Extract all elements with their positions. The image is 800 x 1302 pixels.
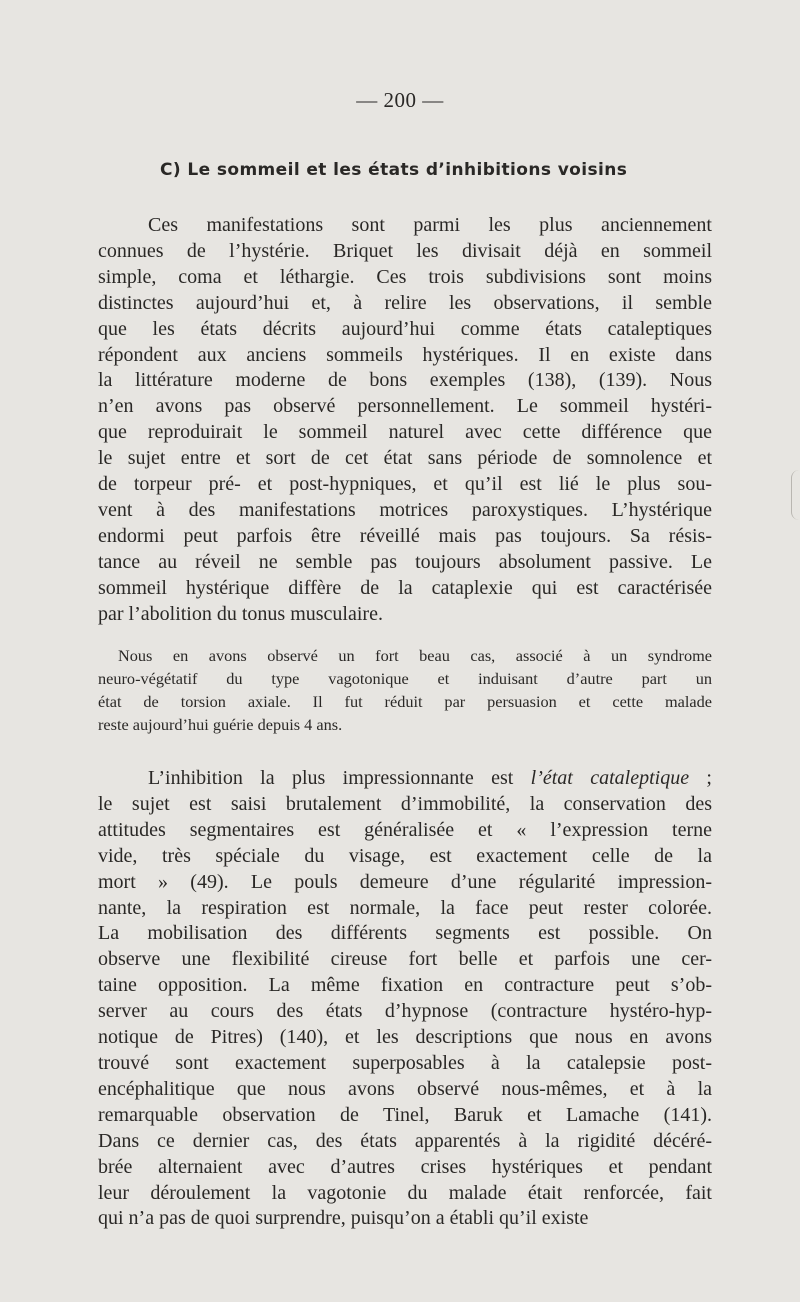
text-line: brée alternaient avec d’autres crises hystériques et pendant (98, 1155, 712, 1178)
text-line: par l’abolition du tonus musculaire. (98, 602, 383, 625)
text-line: de torpeur pré- et post-hypniques, et qu’il est lié le plus sou- (98, 473, 712, 496)
text-line: Nous en avons observé un fort beau cas, associé à un syndrome (118, 646, 712, 665)
page-edge-mark (791, 470, 800, 520)
text-line: reste aujourd’hui guérie depuis 4 ans. (98, 715, 343, 734)
text-line: connues de l’hystérie. Briquet les divisait déjà en sommeil (98, 239, 712, 262)
text-line: sommeil hystérique diffère de la cataplexie qui est caractérisée (98, 576, 712, 599)
text-line: attitudes segmentaires est généralisée et « l’expression terne (98, 818, 712, 841)
text-line: qui n’a pas de quoi surprendre, puisqu’on a établi qu’il existe (98, 1207, 589, 1230)
text-line: mort » (49). Le pouls demeure d’une régularité impression- (98, 870, 712, 893)
text-line: simple, coma et léthargie. Ces trois subdivisions sont moins (98, 265, 712, 288)
text-line: Ces manifestations sont parmi les plus anciennement (148, 214, 712, 236)
page-number: — 200 — (356, 88, 444, 112)
text-line: état de torsion axiale. Il fut réduit par persuasion et cette malade (98, 692, 712, 711)
text-line: Dans ce dernier cas, des états apparentés à la rigidité décéré- (98, 1129, 712, 1152)
text-line: taine opposition. La même fixation en contracture peut s’ob- (98, 974, 712, 997)
text-line: leur déroulement la vagotonie du malade était renforcée, fait (98, 1181, 712, 1204)
paragraph-case-observation (98, 644, 712, 736)
paragraph-etat-cataleptique (98, 766, 712, 1232)
text-line: endormi peut parfois être réveillé mais pas toujours. Sa résis- (98, 524, 712, 547)
text-line: tance au réveil ne semble pas toujours absolument passive. Le (98, 550, 712, 573)
text-line: répondent aux anciens sommeils hystériques. Il en existe dans (98, 343, 712, 366)
text-line: La mobilisation des différents segments est possible. On (98, 922, 712, 945)
text-line: n’en avons pas observé personnellement. Le sommeil hystéri- (98, 395, 712, 418)
text-line: vide, très spéciale du visage, est exactement celle de la (98, 844, 712, 867)
paragraph-sommeil-intro (98, 213, 712, 628)
text-line: notique de Pitres) (140), et les descriptions que nous en avons (98, 1026, 712, 1049)
italic-term: l’état cataleptique (530, 767, 690, 789)
section-heading: C) Le sommeil et les états d’inhibitions voisins (160, 160, 628, 180)
text-line: neuro-végétatif du type vagotonique et induisant d’autre part un (98, 669, 712, 688)
text-line: vent à des manifestations motrices paroxystiques. L’hystérique (98, 498, 712, 521)
text-line: distinctes aujourd’hui et, à relire les observations, il semble (98, 291, 712, 314)
text-line: le sujet est saisi brutalement d’immobilité, la conservation des (98, 792, 712, 815)
text-line: la littérature moderne de bons exemples (138), (139). Nous (98, 369, 712, 392)
text-line: le sujet entre et sort de cet état sans période de somnolence et (98, 447, 712, 470)
text-line: server au cours des états d’hypnose (contracture hystéro-hyp- (98, 1000, 712, 1023)
text-line: observe une flexibilité cireuse fort belle et parfois une cer- (98, 948, 712, 971)
text-line: nante, la respiration est normale, la face peut rester colorée. (98, 896, 712, 919)
text-line: encéphalitique que nous avons observé nous-mêmes, et à la (98, 1077, 712, 1100)
text-line: que les états décrits aujourd’hui comme états cataleptiques (98, 317, 712, 340)
text-line: trouvé sont exactement superposables à la catalepsie post- (98, 1051, 712, 1074)
text-line: que reproduirait le sommeil naturel avec cette différence que (98, 421, 712, 444)
text-line: remarquable observation de Tinel, Baruk et Lamache (141). (98, 1103, 712, 1126)
text-line: L’inhibition la plus impressionnante est l’état cataleptique ; (148, 767, 712, 789)
